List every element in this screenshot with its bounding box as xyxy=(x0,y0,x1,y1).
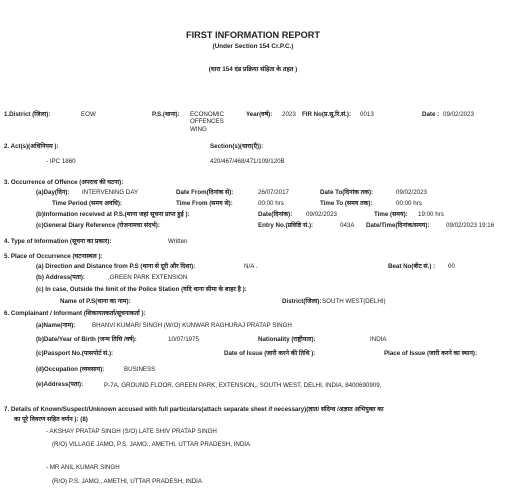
report-title: FIRST INFORMATION REPORT xyxy=(185,30,321,40)
info-time-label: Time (समय): xyxy=(374,211,408,218)
diary-datetime-label: Date/Time(दिनांक/समय): xyxy=(366,222,430,229)
info-received-label: (b)Information received at P.S.(थाना जहां सूचना प्राप्त हुई ): xyxy=(36,211,190,218)
nationality-value: INDIA xyxy=(370,336,387,343)
accused-address: (R/O) VILLAGE JAMO, P.S. JAMO., AMETHI, UTTAR PRADESH, INDIA xyxy=(52,441,251,448)
ps-name-label: Name of P.S(थाना का नाम): xyxy=(60,298,131,305)
passport-label: (c)Passport No.(पासपोर्ट सं.): xyxy=(36,350,114,357)
occupation-label: (d)Occupation (व्यवसाय): xyxy=(36,366,105,373)
date-to-label: Date To(दिनांक तक): xyxy=(320,189,374,196)
complainant-name-label: (a)Name(नाम): xyxy=(36,322,76,329)
direction-value: N/A . xyxy=(244,263,258,270)
entry-no-label: Entry No.(प्रविष्टि सं.): xyxy=(258,222,314,229)
dob-value: 10/07/1975 xyxy=(168,336,199,343)
district-value: EOW xyxy=(81,111,96,118)
date-from-label: Date From(दिनांक से): xyxy=(176,189,234,196)
entry-no-value: 043A xyxy=(340,222,355,229)
sections-value: 420/467/468/471/109/120B xyxy=(210,158,285,165)
complainant-name-value: BHANVI KUMARI SINGH (W/O) KUNWAR RAGHURAJ PRATAP SINGH xyxy=(92,322,292,329)
accused-heading-line1: 7. Details of Known/Suspect/Unknown accused with full particulars(attach separate sheet if necessary)(ज्ञात/ संदिग्ध /अज्ञात अभियुक्त का xyxy=(4,406,384,413)
report-hindi-subtitle: (धारा 154 दंड प्रक्रिया संहिता के तहत ) xyxy=(208,66,298,73)
info-time-value: 19:00 hrs xyxy=(418,211,444,218)
fir-label: FIR No(प्र.सू.रि.सं.): xyxy=(302,111,352,118)
ps-value: ECONOMIC OFFENCES WING xyxy=(190,111,225,133)
beat-label: Beat No(बीट सं.) : xyxy=(388,263,436,270)
address-value: ,GREEN PARK EXTENSION xyxy=(108,274,188,281)
report-subtitle: (Under Section 154 Cr.P.C.) xyxy=(212,43,294,50)
date-from-value: 26/07/2017 xyxy=(258,189,289,196)
time-from-label: Time From (समय से): xyxy=(176,200,233,207)
time-period-label: Time Period (समय अवधि): xyxy=(52,200,122,207)
info-type-value: Written xyxy=(168,238,188,245)
accused-heading-line2: का पूरे विवरण सहित वर्णन ): (8) xyxy=(14,416,88,423)
time-from-value: 00:00 hrs xyxy=(258,200,284,207)
date-label: Date : xyxy=(422,111,440,118)
district-label: 1.District (जिला): xyxy=(4,111,51,118)
info-type-label: 4. Type of Information (सूचना का प्रकार): xyxy=(4,238,112,245)
diary-datetime-value: 09/02/2023 19:16 xyxy=(446,222,495,229)
direction-label: (a) Direction and Distance from P.S (थाना से दूरी और दिशा): xyxy=(36,263,196,270)
ps-label: P.S.(थाना): xyxy=(152,111,180,118)
time-to-value: 00:00 hrs xyxy=(396,200,422,207)
outside-limit-label: (c) In case, Outside the limit of the Police Station (यदि थाना सीमा के बाहर है ): xyxy=(36,286,247,293)
acts-label: 2. Act(s)(अधिनियम ): xyxy=(4,143,59,150)
date-to-value: 09/02/2023 xyxy=(396,189,427,196)
place-heading: 5. Place of Occurrence (घटनास्थल ): xyxy=(4,253,103,260)
info-date-value: 09/02/2023 xyxy=(306,211,337,218)
day-value: INTERVENING DAY xyxy=(82,189,139,196)
nationality-label: Nationality (राष्ट्रीयता): xyxy=(258,336,316,343)
address-label: (b) Address(पता): xyxy=(36,274,85,281)
complainant-address-label: (e)Address(पता): xyxy=(36,381,84,388)
accused-name: - AKSHAY PRATAP SINGH (S/O) LATE SHIV PRATAP SINGH xyxy=(46,428,217,435)
occurrence-heading: 3. Occurrence of Offence (अपराध की घटना): xyxy=(4,179,124,186)
outside-district-value: SOUTH WEST(DELHI) xyxy=(322,298,386,305)
day-label: (a)Day(दिन): xyxy=(36,189,70,196)
year-label: Year(वर्ष): xyxy=(246,111,273,118)
passport-place-label: Place of Issue (जारी करने का स्थान): xyxy=(384,350,477,357)
act-value: - IPC 1860 xyxy=(46,158,76,165)
info-date-label: Date(दिनांक): xyxy=(258,211,293,218)
sections-label: Section(s)(धारा(एँ)): xyxy=(210,143,264,150)
year-value: 2023 xyxy=(282,111,296,118)
passport-date-label: Date of Issue (जारी करने की तिथि ): xyxy=(224,350,316,357)
beat-value: 00 xyxy=(448,263,455,270)
fir-value: 0013 xyxy=(360,111,374,118)
outside-district-label: District(जिला): xyxy=(282,298,322,305)
accused-address: (R/O) P.S. JAMO., AMETHI, UTTAR PRADESH, INDIA xyxy=(52,478,203,485)
dob-label: (b)Date/Year of Birth (जन्म तिथि /वर्ष): xyxy=(36,336,137,343)
complainant-address-value: P-7A, GROUND FLOOR, GREEN PARK, EXTENSION,, SOUTH WEST, DELHI, INDIA, 8400690909, xyxy=(104,382,382,389)
occupation-value: BUSINESS xyxy=(124,366,156,373)
complainant-heading: 6. Complainant / Informant (शिकायतकर्ता/सूचनाकर्ता ): xyxy=(4,310,146,317)
general-diary-label: (c)General Diary Reference (रोजनामचा संदर्भ): xyxy=(36,222,160,229)
time-to-label: Time To (समय तक): xyxy=(320,200,373,207)
accused-name: - MR ANIL KUMAR SINGH xyxy=(46,464,120,471)
date-value: 09/02/2023 xyxy=(443,111,474,118)
